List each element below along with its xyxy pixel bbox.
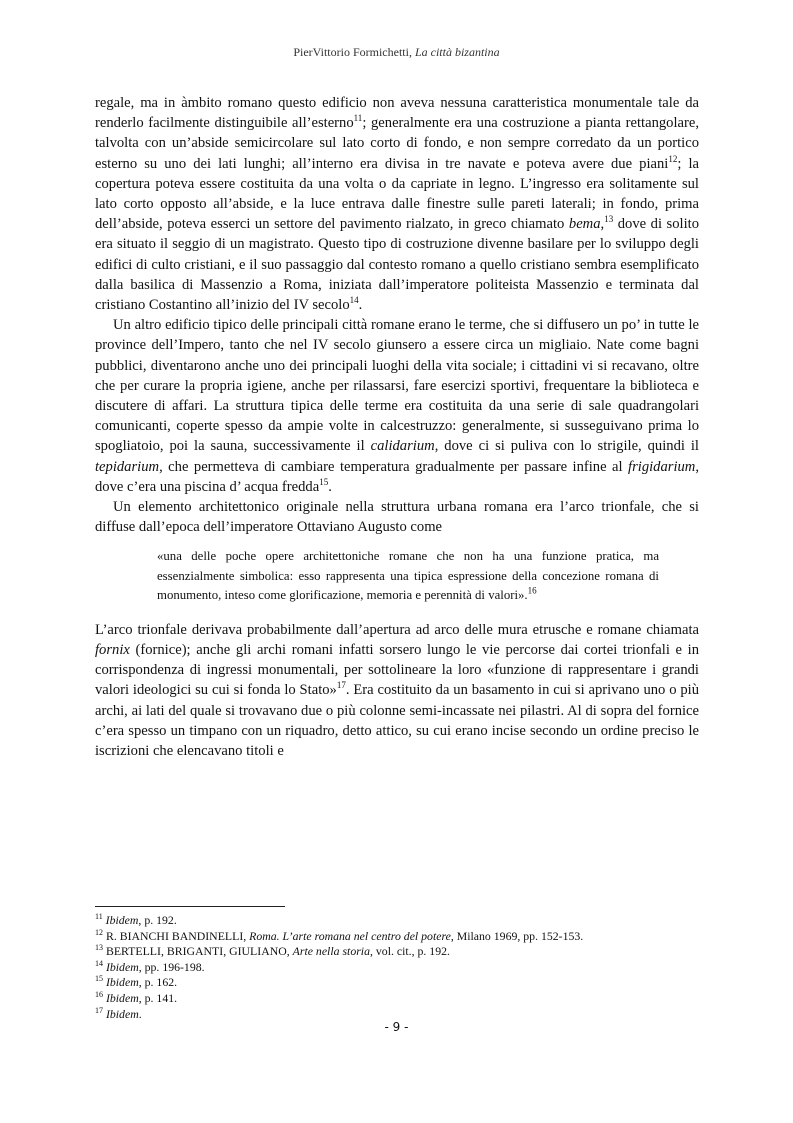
footnote-ref-12[interactable]: 12 xyxy=(668,153,678,164)
body-text xyxy=(95,93,699,761)
footnote-ref-16[interactable]: 16 xyxy=(527,586,537,597)
footnote-15: $^{15}$ Ibidem, p. 162. xyxy=(95,974,178,990)
footnote-12: $^{12}$ R. BIANCHI BANDINELLI, Roma. L’arte romana nel centro del potere, Milano 1969, pp. 152-153. xyxy=(95,927,584,943)
running-header xyxy=(0,45,793,60)
footnote-ref-17[interactable]: 17 xyxy=(336,680,346,691)
footnote-11: $^{11}$ Ibidem, p. 192. xyxy=(95,912,177,927)
paragraph-terme: Un altro edificio tipico delle principali città romane erano le terme, che si diffusero un po’ in tutte le province dell’Impero, tanto che nel IV secolo giunsero a essere circa un migliaio. Nate come bagni pubblici, diventarono anche uno dei principali luoghi della vita sociale; i cittadini vi si recavano, oltre che per curare la propria igiene, anche per rilassarsi, fare esercizi sportivi, frequentare la biblioteca e discutere di affari. La struttura tipica delle terme era costituita da una serie di sale quadrangolari comunicanti, coperte spesso da ampie volte in calcestruzzo: generalmente, si susseguivano prima lo spogliatoio, poi la sauna, successivamente il calidarium, dove ci si puliva con lo strigile, quindi il tepidarium, che permetteva di cambiare temperatura gradualmente per passare infine al frigidarium, dove c’era una piscina d’ acqua fredda$^{15}$. xyxy=(95,317,699,495)
block-quote: «una delle poche opere architettoniche romane che non ha una funzione pratica, ma essenzialmente simbolica: esso rappresenta una tipica espressione della concezione romana di monumento, inteso come glorificazione, memoria e perennità di valori».$^{16}$ xyxy=(157,549,659,603)
footnote-17: $^{17}$ Ibidem. xyxy=(95,1005,142,1021)
footnote-ref-13[interactable]: 13 xyxy=(604,214,614,225)
paragraph-arco: L’arco trionfale derivava probabilmente dall’apertura ad arco delle mura etrusche e romane chiamata fornix (fornice); anche gli archi romani infatti sorsero lungo le vie percorse dai cortei trionfali e in corrispondenza di ingressi monumentali, per sottolineare la loro «funzione di rappresentare i grandi valori ideologici su cui si fonda lo Stato»$^{17}$. Era costituito da un basamento in cui si aprivano uno o più archi, ai lati del quale si trovavano due o più colonne semi-incassate nei pilastri. Al di sopra del fornice c’era spesso un timpano con un riquadro, detto attico, su cui erano incise secondo un ordine preciso le iscrizioni che elencavano titoli e xyxy=(95,621,700,759)
footnote-ref-11[interactable]: 11 xyxy=(353,113,363,124)
header-author: PierVittorio Formichetti, xyxy=(293,45,415,59)
paragraph-arco-intro: Un elemento architettonico originale nella struttura urbana romana era l’arco trionfale, che si diffuse dall’epoca dell’imperatore Ottaviano Augusto come xyxy=(95,499,699,536)
header-book-title: La città bizantina xyxy=(414,45,500,59)
page-number: - 9 - xyxy=(384,1020,409,1034)
footnote-13: $^{13}$ BERTELLI, BRIGANTI, GIULIANO, Arte nella storia, vol. cit., p. 192. xyxy=(95,943,450,959)
paragraph-basilica: regale, ma in àmbito romano questo edificio non aveva nessuna caratteristica monumentale tale da renderlo facilmente distinguibile all’esterno$^{11}$; generalmente era una costruzione a pianta rettangolare, talvolta con un’abside semicircolare sul lato corto di fondo, e non sempre corredato da un portico esterno su uno dei lati lunghi; all’interno era divisa in tre navate e poteva avere due piani$^{12}$; la copertura poteva essere costituita da una volta o da capriate in legno. L’ingresso era solitamente sul lato corto opposto all’abside, e la luce entrava dalle finestre sulle pareti laterali; in fondo, prima dell’abside, poteva esserci un settore del pavimento rialzato, in greco chiamato bema,$^{13}$ dove di solito era situato il seggio di un magistrato. Questo tipo di costruzione divenne basilare per lo sviluppo degli edifici di culto cristiani, e il suo passaggio dal contesto romano a quello cristiano sembra esemplificato dalla basilica di Massenzio a Roma, iniziata dall’imperatore politeista Massenzio e terminata dal cristiano Costantino all’inizio del IV secolo$^{14}$. xyxy=(95,95,699,314)
footnote-separator xyxy=(95,906,285,907)
footnote-ref-14[interactable]: 14 xyxy=(349,295,359,306)
footnote-ref-15[interactable]: 15 xyxy=(319,477,329,487)
footnote-14: $^{14}$ Ibidem, pp. 196-198. xyxy=(95,958,205,974)
footnotes xyxy=(95,913,699,1022)
footnote-16: $^{16}$ Ibidem, p. 141. xyxy=(95,990,178,1005)
